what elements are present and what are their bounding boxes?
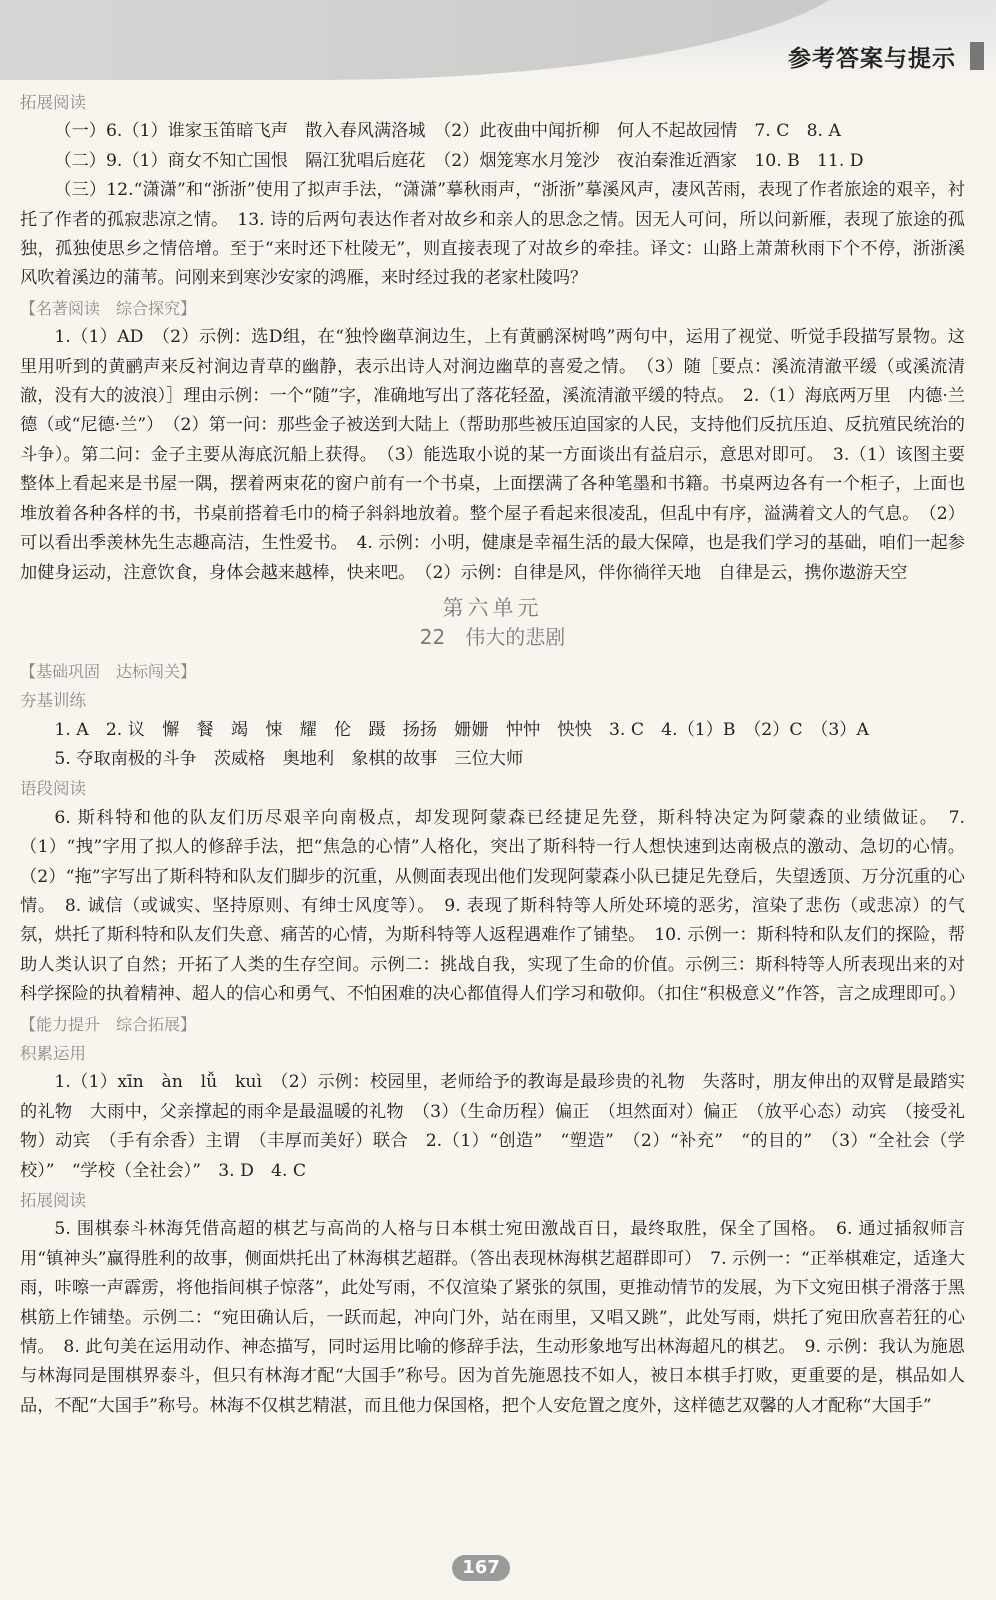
subsection-label-basic-training: 夯基训练 [20,691,86,711]
answer-paragraph: 1.（1）AD （2）示例：选D组，在“独怜幽草涧边生，上有黄鹂深树鸣”两句中，运用了视觉、听觉手段描写景物。这里用听到的黄鹂声来反衬涧边青草的幽静，表示出诗人对涧边幽草的喜爱之情。 （3）随［要点：溪流清澈平缓（或溪流清澈，没有大的波浪）］理由示例：一个“随”字，准确地写出了落花轻盈，溪流清澈平缓的特点。 2.（1）海底两万里 内德·兰德（或“尼德·兰”） （2）第一问：那些金子被送到大陆上（帮助那些被压迫国家的人民，支持他们反抗压迫、反抗殖民统治的斗争）。第二问：金子主要从海底沉船上获得。 （3）能选取小说的某一方面谈出有益启示，意思对即可。 3.（1）该图主要整体上看起来是书屋一隅，摆着两束花的窗户前有一个书桌，上面摆满了各种笔墨和书籍。书桌两边各有一个柜子，上面也堆放着各种各样的书，书桌前搭着毛巾的椅子斜斜地放着。整个屋子看起来很凌乱，但乱中有序，溢满着文人的气息。 （2）可以看出季羡林先生志趣高洁，生性爱书。 4. 示例：小明，健康是幸福生活的最大保障，也是我们学习的基础，咱们一起参加健身运动，注意饮食，身体会越来越棒，快来吧。 （2）示例：自律是风，伴你徜徉天地 自律是云，携你遨游天空 [20,327,965,583]
unit-title: 第六单元 [442,595,543,620]
section-label-basic: 【基础巩固 达标闯关】 [20,661,197,681]
section-label-extended-reading-2: 拓展阅读 [20,1191,86,1211]
answer-paragraph: 6. 斯科特和他的队友们历尽艰辛向南极点，却发现阿蒙森已经捷足先登，斯科特决定为阿蒙森的业绩做证。 7.（1）“拽”字用了拟人的修辞手法，把“焦急的心情”人格化，突出了斯科特一行人想快速到达南极点的激动、急切的心情。（2）“拖”字写出了斯科特和队友们脚步的沉重，从侧面表现出他们发现阿蒙森小队已捷足先登后，失望透顶、万分沉重的心情。 8. 诚信（或诚实、坚持原则、有绅士风度等）。 9. 表现了斯科特等人所处环境的恶劣，渲染了悲伤（或悲凉）的气氛，烘托了斯科特和队友们失意、痛苦的心情，为斯科特等人返程遇难作了铺垫。 10. 示例一：斯科特和队友们的探险，帮助人类认识了自然；开拓了人类的生存空间。示例二：挑战自我，实现了生命的价值。示例三：斯科特等人所表现出来的对科学探险的执着精神、超人的信心和勇气、不怕困难的决心都值得人们学习和敬仰。（扣住“积极意义”作答，言之成理即可。） [20,807,966,1005]
answer-paragraph: 5. 夺取南极的斗争 茨威格 奥地利 象棋的故事 三位大师 [54,748,524,769]
section-label-ability: 【能力提升 综合拓展】 [20,1014,197,1034]
answer-paragraph: （一）6.（1）谁家玉笛暗飞声 散入春风满洛城 （2）此夜曲中闻折柳 何人不起故园情 7. C 8. A [54,121,841,142]
page-header-title: 参考答案与提示 [788,46,956,72]
lesson-title: 22 伟大的悲剧 [419,625,566,650]
section-label-passage-reading: 语段阅读 [20,779,86,799]
answer-paragraph: 1.（1）xīn àn lǚ kuì （2）示例：校园里，老师给予的教诲是最珍贵的礼物 失落时，朋友伸出的双臂是最踏实的礼物 大雨中，父亲撑起的雨伞是最温暖的礼物 （3）（生命历程）偏正 （坦然面对）偏正 （放平心态）动宾 （接受礼物）动宾 （手有余香）主谓 （丰厚而美好）联合 2.（1）“创造” “塑造” （2）“补充” “的目的” （3）“全社会（学校）” “学校（全社会）” 3. D 4. C [20,1072,965,1181]
subsection-label-accumulation: 积累运用 [20,1044,86,1063]
answer-paragraph: 5. 围棋泰斗林海凭借高超的棋艺与高尚的人格与日本棋士宛田激战百日，最终取胜，保全了国格。 6. 通过插叙师言用“镇神头”赢得胜利的故事，侧面烘托出了林海棋艺超群。（答出表现林海棋艺超群即可） 7. 示例一：“正举棋难定，适逢大雨，咔嚓一声霹雳，将他指间棋子惊落”，此处写雨，不仅渲染了紧张的氛围，更推动情节的发展，为下文宛田棋子滑落于黑棋筋上作铺垫。示例二：“宛田确认后，一跃而起，冲向门外，站在雨里，又唱又跳”，此处写雨，烘托了宛田欣喜若狂的心情。 8. 此句美在运用动作、神态描写，同时运用比喻的修辞手法，生动形象地写出林海超凡的棋艺。 9. 示例：我认为施恩与林海同是围棋界泰斗，但只有林海才配“大国手”称号。因为首先施恩技不如人，被日本棋手打败，更重要的是，棋品如人品，不配“大国手”称号。林海不仅棋艺精湛，而且他力保国格，把个人安危置之度外，这样德艺双馨的人才配称“大国手” [20,1219,965,1416]
page-number: 167 [452,1555,510,1581]
section-label-classics: 【名著阅读 综合探究】 [20,298,197,318]
answer-content [20,88,965,1421]
answer-paragraph: （三）12.“潇潇”和“浙浙”使用了拟声手法，“潇潇”摹秋雨声，“浙浙”摹溪风声，凄风苦雨，表现了作者旅途的艰辛，衬托了作者的孤寂悲凉之情。 13. 诗的后两句表达作者对故乡和亲人的思念之情。因无人可问，所以问新雁，表现了旅途的孤独，孤独使思乡之情倍增。至于“来时还下杜陵无”，则直接表现了对故乡的牵挂。译文：山路上萧萧秋雨下个不停，浙浙溪风吹着溪边的蒲苇。问刚来到寒沙安家的鸿雁，来时经过我的老家杜陵吗？ [20,180,965,289]
answer-paragraph: 1. A 2. 议 懈 餐 竭 悚 耀 伦 蹑 扬扬 姗姗 忡忡 怏怏 3. C 4.（1）B （2）C （3）A [54,719,869,740]
header-tab-marker [970,42,984,70]
section-label-extended-reading: 拓展阅读 [20,93,86,112]
answer-paragraph: （二）9.（1）商女不知亡国恨 隔江犹唱后庭花 （2）烟笼寒水月笼沙 夜泊秦淮近酒家 10. B 11. D [54,150,864,171]
